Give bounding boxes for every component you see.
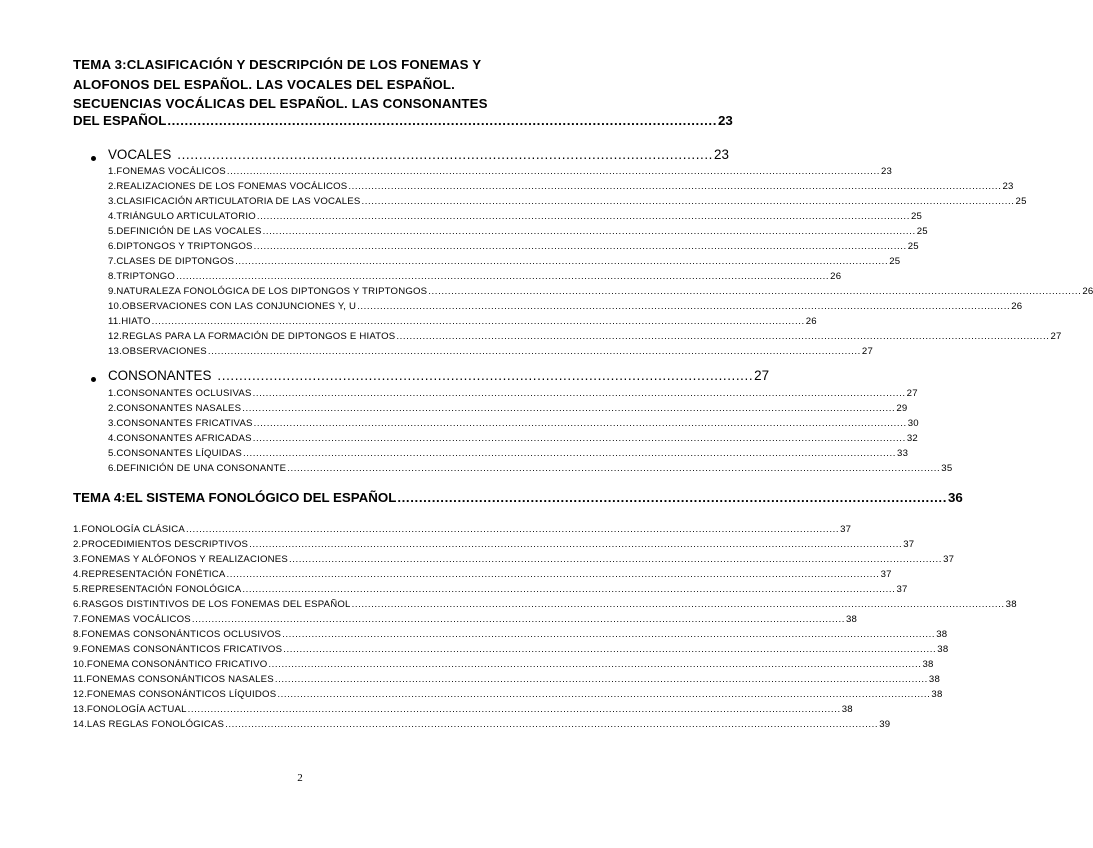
toc-entry[interactable] (73, 719, 891, 730)
vocales-label: VOCALES (108, 147, 172, 162)
leader-dots: ........................................................................................................................................................................................................ (249, 539, 903, 550)
toc-entry[interactable] (108, 211, 923, 222)
toc-entry-page: 37 (943, 554, 955, 565)
toc-entry-title: 8.FONEMAS CONSONÁNTICOS OCLUSIVOS (73, 629, 282, 640)
toc-entry-title: 4.TRIÁNGULO ARTICULATORIO (108, 211, 256, 222)
vocales-page: 23 (714, 147, 729, 162)
toc-entry-title: 3.FONEMAS Y ALÓFONOS Y REALIZACIONES (73, 554, 288, 565)
toc-entry-title: 6.RASGOS DISTINTIVOS DE LOS FONEMAS DEL ESPAÑOL (73, 599, 351, 610)
toc-entry[interactable] (108, 181, 1014, 192)
leader-dots: ................................................................................................................................ (397, 490, 948, 505)
leader-dots: ............................................................................................................................ (177, 147, 713, 162)
leader-dots: ........................................................................................................................................................................................................ (242, 403, 896, 414)
toc-entry[interactable] (73, 554, 955, 565)
leader-dots: ........................................................................................................................................................................................................ (151, 316, 805, 327)
toc-entry-title: 3.CONSONANTES FRICATIVAS (108, 418, 253, 429)
toc-entry[interactable] (73, 614, 858, 625)
toc-entry-page: 37 (903, 539, 915, 550)
toc-entry[interactable] (108, 331, 1062, 342)
toc-entry-title: 12.FONEMAS CONSONÁNTICOS LÍQUIDOS (73, 689, 277, 700)
leader-dots: ........................................................................................................................................................................................................ (361, 196, 1015, 207)
tema3-title-line-2: ALOFONOS DEL ESPAÑOL. LAS VOCALES DEL ESPAÑOL. (73, 76, 455, 92)
toc-entry-page: 35 (941, 463, 953, 474)
toc-entry-title: 14.LAS REGLAS FONOLÓGICAS (73, 719, 225, 730)
leader-dots: ........................................................................................................................................................................................................ (242, 584, 896, 595)
leader-dots: ........................................................................................................................................................................................................ (252, 433, 906, 444)
toc-entry-title: 12.REGLAS PARA LA FORMACIÓN DE DIPTONGOS E HIATOS (108, 331, 396, 342)
toc-entry[interactable] (108, 463, 953, 474)
toc-entry-page: 25 (910, 211, 923, 222)
toc-entry[interactable] (73, 674, 940, 685)
toc-entry-page: 33 (897, 448, 909, 459)
toc-entry[interactable] (108, 196, 1027, 207)
leader-dots: ........................................................................................................................................................................................................ (277, 689, 931, 700)
toc-entry-title: 13.FONOLOGÍA ACTUAL (73, 704, 187, 715)
toc-entry-page: 39 (879, 719, 891, 730)
page-number: 2 (297, 772, 303, 784)
toc-entry-title: 10.FONEMA CONSONÁNTICO FRICATIVO (73, 659, 268, 670)
toc-entry-page: 26 (830, 271, 842, 282)
leader-dots: ........................................................................................................................................................................................................ (348, 181, 1002, 192)
consonantes-label: CONSONANTES (108, 368, 212, 383)
toc-entry-page: 38 (936, 629, 948, 640)
toc-entry[interactable] (73, 569, 892, 580)
toc-entry[interactable] (108, 418, 919, 429)
tema3-title-line-3: SECUENCIAS VOCÁLICAS DEL ESPAÑOL. LAS CONSONANTES (73, 96, 488, 111)
leader-dots: ........................................................................................................................................................................................................ (225, 719, 879, 730)
toc-entry[interactable] (108, 388, 918, 399)
leader-dots: ........................................................................................................................................................................................................ (252, 388, 906, 399)
toc-entry-title: 4.REPRESENTACIÓN FONÉTICA (73, 569, 226, 580)
leader-dots: ........................................................................................................................................................................................................ (242, 448, 897, 459)
toc-entry-page: 29 (896, 403, 908, 414)
toc-entry[interactable] (73, 659, 934, 670)
toc-entry[interactable] (108, 433, 918, 444)
toc-entry-title: 10.OBSERVACIONES CON LAS CONJUNCIONES Y, U (108, 301, 357, 312)
leader-dots: ........................................................................................................................................................................................................ (262, 226, 916, 237)
toc-entry-page: 26 (1011, 301, 1023, 312)
leader-dots: ........................................................................................................................................................................................................ (268, 659, 922, 670)
bullet-icon (91, 156, 96, 161)
toc-entry-page: 38 (928, 674, 940, 685)
leader-dots: ........................................................................................................................................................................................................ (351, 599, 1005, 610)
toc-entry-title: 4.CONSONANTES AFRICADAS (108, 433, 252, 444)
toc-entry-page: 38 (845, 614, 858, 625)
toc-entry-title: 1.CONSONANTES OCLUSIVAS (108, 388, 252, 399)
leader-dots: ........................................................................................................................................................................................................ (191, 614, 845, 625)
toc-entry[interactable] (108, 316, 817, 327)
toc-entry-page: 37 (896, 584, 908, 595)
leader-dots: ........................................................................................................................................................................................................ (226, 569, 880, 580)
toc-entry-page: 38 (841, 704, 853, 715)
leader-dots: ........................................................................................................................................................................................................ (283, 644, 937, 655)
consonantes-page: 27 (754, 368, 770, 383)
leader-dots: ........................................................................................................................................................................................................ (428, 286, 1082, 297)
tema3-page: 23 (718, 113, 733, 128)
leader-dots: ........................................................................................................................................................................................................ (186, 524, 840, 535)
toc-entry[interactable] (73, 629, 948, 640)
toc-entry[interactable] (108, 166, 893, 177)
tema3-last-line: DEL ESPAÑOL (73, 113, 167, 128)
toc-entry[interactable] (73, 704, 853, 715)
toc-entry-page: 37 (840, 524, 852, 535)
tema4-title (73, 490, 963, 505)
leader-dots: ........................................................................................................................................................................................................ (274, 674, 928, 685)
toc-entry-page: 26 (805, 316, 817, 327)
toc-entry[interactable] (108, 271, 842, 282)
leader-dots: ........................................................................................................................................................................................................ (256, 211, 910, 222)
toc-entry-page: 38 (931, 689, 943, 700)
toc-entry[interactable] (108, 256, 901, 267)
tema3-title-line-4 (73, 113, 733, 128)
toc-entry[interactable] (73, 539, 915, 550)
toc-entry-title: 1.FONOLOGÍA CLÁSICA (73, 524, 186, 535)
toc-entry-title: 5.CONSONANTES LÍQUIDAS (108, 448, 242, 459)
toc-entry-title: 8.TRIPTONGO (108, 271, 176, 282)
toc-entry-title: 1.FONEMAS VOCÁLICOS (108, 166, 226, 177)
toc-entry[interactable] (108, 301, 1023, 312)
toc-entry-page: 37 (880, 569, 892, 580)
toc-entry[interactable] (73, 524, 852, 535)
leader-dots: ........................................................................................................................................................................................................ (253, 418, 907, 429)
toc-entry[interactable] (108, 346, 873, 357)
toc-entry-page: 25 (916, 226, 928, 237)
toc-entry-title: 5.DEFINICIÓN DE LAS VOCALES (108, 226, 262, 237)
toc-entry-title: 6.DEFINICIÓN DE UNA CONSONANTE (108, 463, 287, 474)
leader-dots: ........................................................................................................................................................................................................ (226, 166, 880, 177)
leader-dots: ........................................................................................................................................................................................................ (396, 331, 1050, 342)
leader-dots: ........................................................................................................................................................................................................ (357, 301, 1011, 312)
tema4-page: 36 (948, 490, 963, 505)
leader-dots: ........................................................................................................................................................................................................ (176, 271, 830, 282)
toc-entry-title: 7.CLASES DE DIPTONGOS (108, 256, 235, 267)
toc-entry[interactable] (73, 644, 949, 655)
toc-entry-title: 2.REALIZACIONES DE LOS FONEMAS VOCÁLICOS (108, 181, 348, 192)
toc-entry-title: 5.REPRESENTACIÓN FONOLÓGICA (73, 584, 242, 595)
toc-entry-title: 13.OBSERVACIONES (108, 346, 207, 357)
toc-entry[interactable] (108, 403, 908, 414)
toc-entry-page: 23 (880, 166, 893, 177)
toc-entry[interactable] (73, 584, 908, 595)
toc-entry-title: 3.CLASIFICACIÓN ARTICULATORIA DE LAS VOCALES (108, 196, 361, 207)
leader-dots: ........................................................................................................................................................................................................ (235, 256, 889, 267)
toc-entry-page: 25 (1015, 196, 1027, 207)
toc-entry-page: 38 (922, 659, 934, 670)
vocales-heading (108, 147, 729, 162)
leader-dots: ........................................................................................................................................................................................................ (207, 346, 861, 357)
toc-entry-title: 7.FONEMAS VOCÁLICOS (73, 614, 191, 625)
toc-entry-page: 27 (1050, 331, 1062, 342)
toc-entry-page: 38 (937, 644, 949, 655)
toc-entry-page: 27 (861, 346, 873, 357)
toc-entry-page: 25 (889, 256, 901, 267)
toc-entry[interactable] (108, 448, 909, 459)
toc-entry[interactable] (73, 689, 943, 700)
leader-dots: ........................................................................................................................................................................................................ (253, 241, 907, 252)
tema4-title-text: TEMA 4:EL SISTEMA FONOLÓGICO DEL ESPAÑOL (73, 490, 397, 505)
leader-dots: ........................................................................................................................................................................................................ (282, 629, 936, 640)
toc-entry-page: 30 (907, 418, 919, 429)
leader-dots: ................................................................................................................................ (167, 113, 718, 128)
toc-entry[interactable] (108, 241, 919, 252)
leader-dots: ........................................................................................................................................................................................................ (287, 463, 941, 474)
toc-entry[interactable] (73, 599, 1017, 610)
toc-entry-page: 26 (1082, 286, 1093, 297)
leader-dots: ........................................................................................................................................................................................................ (187, 704, 841, 715)
bullet-icon (91, 377, 96, 382)
toc-entry-title: 2.PROCEDIMIENTOS DESCRIPTIVOS (73, 539, 249, 550)
toc-entry-page: 27 (906, 388, 918, 399)
toc-entry-page: 25 (907, 241, 919, 252)
toc-entry-title: 6.DIPTONGOS Y TRIPTONGOS (108, 241, 253, 252)
toc-entry-title: 9.NATURALEZA FONOLÓGICA DE LOS DIPTONGOS Y TRIPTONGOS (108, 286, 428, 297)
tema3-title-line-1: TEMA 3:CLASIFICACIÓN Y DESCRIPCIÓN DE LOS FONEMAS Y (73, 57, 482, 72)
toc-entry-page: 38 (1005, 599, 1017, 610)
toc-entry-title: 11.FONEMAS CONSONÁNTICOS NASALES (73, 674, 274, 685)
toc-entry[interactable] (108, 286, 1093, 297)
toc-entry-title: 11.HIATO (108, 316, 151, 327)
leader-dots: ........................................................................................................................................................................................................ (288, 554, 943, 565)
toc-entry-page: 32 (906, 433, 918, 444)
toc-entry-title: 9.FONEMAS CONSONÁNTICOS FRICATIVOS (73, 644, 283, 655)
leader-dots: ............................................................................................................................ (217, 368, 754, 383)
toc-entry[interactable] (108, 226, 928, 237)
consonantes-heading (108, 368, 770, 383)
toc-entry-page: 23 (1002, 181, 1014, 192)
toc-entry-title: 2.CONSONANTES NASALES (108, 403, 242, 414)
